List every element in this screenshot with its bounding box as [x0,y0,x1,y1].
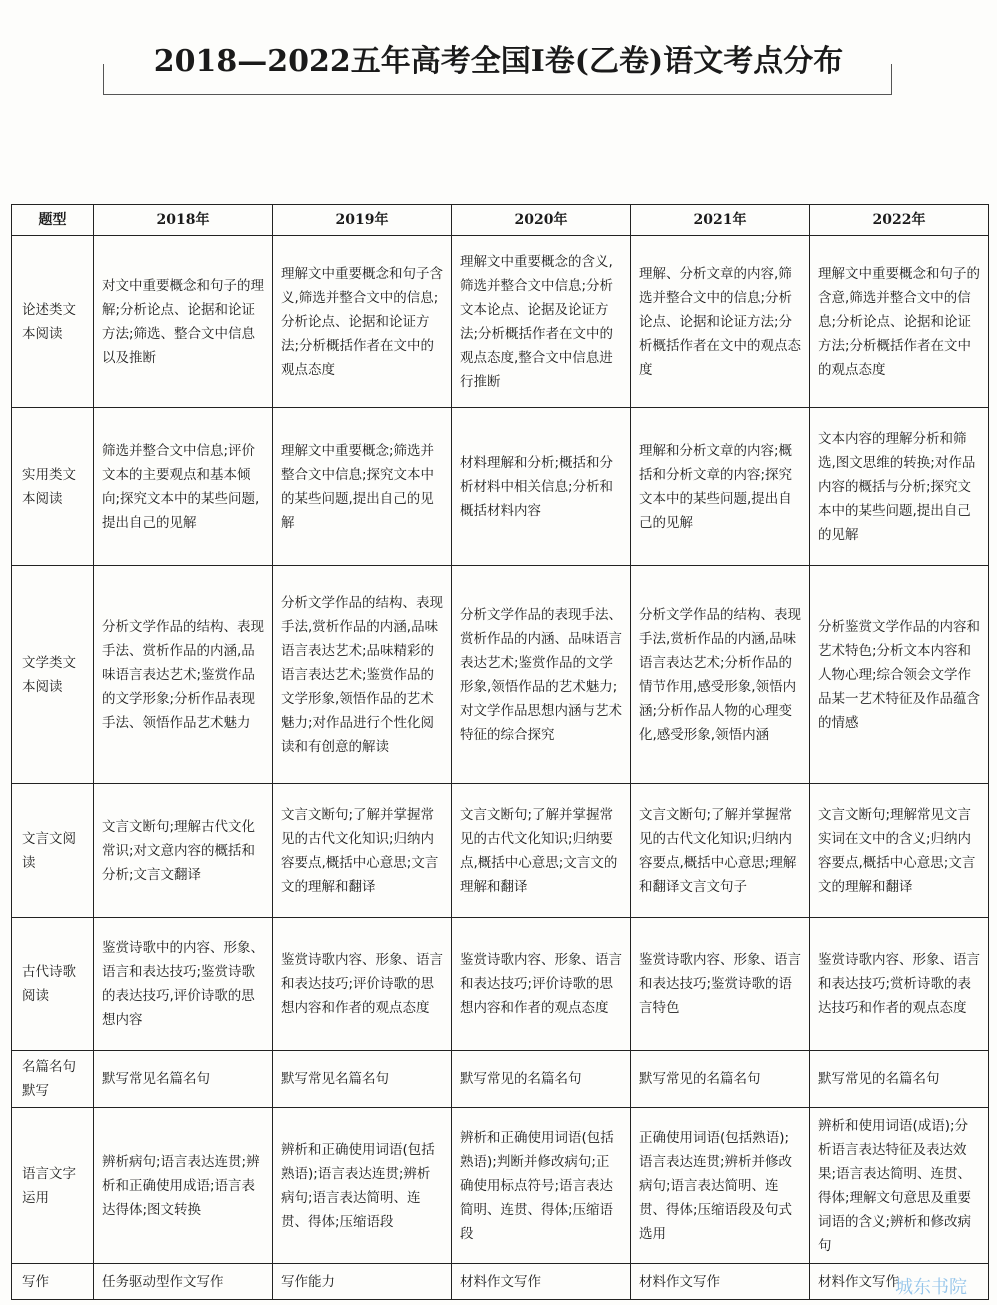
table-cell: 对文中重要概念和句子的理解;分析论点、论据和论证方法;筛选、整合文中信息以及推断 [94,236,273,408]
table-cell: 材料作文写作 [631,1264,810,1300]
table-cell: 文言文断句;了解并掌握常见的古代文化知识;归纳内容要点,概括中心意思;理解和翻译文言文句子 [631,784,810,918]
table-row [12,1051,989,1108]
table-row [12,784,989,918]
header-2022: 2022年 [810,205,989,236]
page-title: 2018—2022五年高考全国Ⅰ卷(乙卷)语文考点分布 [120,36,877,80]
table-cell: 理解文中重要概念;筛选并整合文中信息;探究文本中的某些问题,提出自己的见解 [273,408,452,566]
table-cell: 鉴赏诗歌内容、形象、语言和表达技巧;评价诗歌的思想内容和作者的观点态度 [273,918,452,1051]
table-cell: 鉴赏诗歌内容、形象、语言和表达技巧;赏析诗歌的表达技巧和作者的观点态度 [810,918,989,1051]
table-cell: 写作能力 [273,1264,452,1300]
row-type: 文学类文本阅读 [12,566,94,784]
table-cell: 默写常见的名篇名句 [810,1051,989,1108]
table-cell: 辨析病句;语言表达连贯;辨析和正确使用成语;语言表达得体;图文转换 [94,1108,273,1264]
header-2021: 2021年 [631,205,810,236]
table-cell: 分析文学作品的表现手法、赏析作品的内涵、品味语言表达艺术;鉴赏作品的文学形象,领悟作品的艺术魅力;对文学作品思想内涵与艺术特征的综合探究 [452,566,631,784]
table-cell: 辨析和正确使用词语(包括熟语);语言表达连贯;辨析病句;语言表达简明、连贯、得体;压缩语段 [273,1108,452,1264]
table-cell: 文言文断句;了解并掌握常见的古代文化知识;归纳内容要点,概括中心意思;文言文的理解和翻译 [273,784,452,918]
row-type: 文言文阅读 [12,784,94,918]
row-type: 实用类文本阅读 [12,408,94,566]
table-cell: 筛选并整合文中信息;评价文本的主要观点和基本倾向;探究文本中的某些问题,提出自己的见解 [94,408,273,566]
header-row [12,205,989,236]
header-type: 题型 [12,205,94,236]
table-cell: 默写常见的名篇名句 [631,1051,810,1108]
row-type: 论述类文本阅读 [12,236,94,408]
row-type: 写作 [12,1264,94,1300]
table-cell: 鉴赏诗歌内容、形象、语言和表达技巧;鉴赏诗歌的语言特色 [631,918,810,1051]
title-area [0,20,997,95]
table-row [12,408,989,566]
table-cell: 分析文学作品的结构、表现手法,赏析作品的内涵,品味语言表达艺术;品味精彩的语言表达艺术;鉴赏作品的文学形象,领悟作品的艺术魅力;对作品进行个性化阅读和有创意的解读 [273,566,452,784]
header-2020: 2020年 [452,205,631,236]
table-cell: 默写常见的名篇名句 [452,1051,631,1108]
table-row [12,1108,989,1264]
table-cell: 分析文学作品的结构、表现手法、赏析作品的内涵,品味语言表达艺术;鉴赏作品的文学形象;分析作品表现手法、领悟作品艺术魅力 [94,566,273,784]
row-type: 名篇名句默写 [12,1051,94,1108]
table-cell: 分析文学作品的结构、表现手法,赏析作品的内涵,品味语言表达艺术;分析作品的情节作用,感受形象,领悟内涵;分析作品人物的心理变化,感受形象,领悟内涵 [631,566,810,784]
table-cell: 正确使用词语(包括熟语);语言表达连贯;辨析并修改病句;语言表达简明、连贯、得体;压缩语段及句式选用 [631,1108,810,1264]
table-cell: 鉴赏诗歌中的内容、形象、语言和表达技巧;鉴赏诗歌的表达技巧,评价诗歌的思想内容 [94,918,273,1051]
exam-points-table [11,204,989,1300]
table-cell: 材料理解和分析;概括和分析材料中相关信息;分析和概括材料内容 [452,408,631,566]
table-cell: 辨析和使用词语(成语);分析语言表达特征及表达效果;语言表达简明、连贯、得体;理解文句意思及重要词语的含义;辨析和修改病句 [810,1108,989,1264]
header-2018: 2018年 [94,205,273,236]
table-cell: 默写常见名篇名句 [94,1051,273,1108]
table-cell: 理解文中重要概念和句子的含意,筛选并整合文中的信息;分析论点、论据和论证方法;分析概括作者在文中的观点态度 [810,236,989,408]
table-cell: 文言文断句;理解古代文化常识;对文意内容的概括和分析;文言文翻译 [94,784,273,918]
table-cell: 理解、分析文章的内容,筛选并整合文中的信息;分析论点、论据和论证方法;分析概括作者在文中的观点态度 [631,236,810,408]
table-row [12,918,989,1051]
table-cell: 鉴赏诗歌内容、形象、语言和表达技巧;评价诗歌的思想内容和作者的观点态度 [452,918,631,1051]
table-cell: 文言文断句;理解常见文言实词在文中的含义;归纳内容要点,概括中心意思;文言文的理解和翻译 [810,784,989,918]
table-cell: 任务驱动型作文写作 [94,1264,273,1300]
row-type: 语言文字运用 [12,1108,94,1264]
table-cell: 分析鉴赏文学作品的内容和艺术特色;分析文本内容和人物心理;综合领会文学作品某一艺术特征及作品蕴含的情感 [810,566,989,784]
table-cell: 理解和分析文章的内容;概括和分析文章的内容;探究文本中的某些问题,提出自己的见解 [631,408,810,566]
table-row [12,236,989,408]
table-cell: 材料作文写作 [452,1264,631,1300]
table-cell: 理解文中重要概念的含义,筛选并整合文中信息;分析文本论点、论据及论证方法;分析概括作者在文中的观点态度,整合文中信息进行推断 [452,236,631,408]
table-cell: 理解文中重要概念和句子含义,筛选并整合文中的信息;分析论点、论据和论证方法;分析概括作者在文中的观点态度 [273,236,452,408]
watermark: 城东书院 [895,1277,967,1298]
table-row [12,1264,989,1300]
table-cell: 默写常见名篇名句 [273,1051,452,1108]
table-row [12,566,989,784]
table-cell: 文本内容的理解分析和筛选,图文思维的转换;对作品内容的概括与分析;探究文本中的某些问题,提出自己的见解 [810,408,989,566]
row-type: 古代诗歌阅读 [12,918,94,1051]
table-cell: 文言文断句;了解并掌握常见的古代文化知识;归纳要点,概括中心意思;文言文的理解和翻译 [452,784,631,918]
header-2019: 2019年 [273,205,452,236]
table-cell: 材料作文写作 [810,1264,989,1300]
table-cell: 辨析和正确使用词语(包括熟语);判断并修改病句;正确使用标点符号;语言表达简明、连贯、得体;压缩语段 [452,1108,631,1264]
